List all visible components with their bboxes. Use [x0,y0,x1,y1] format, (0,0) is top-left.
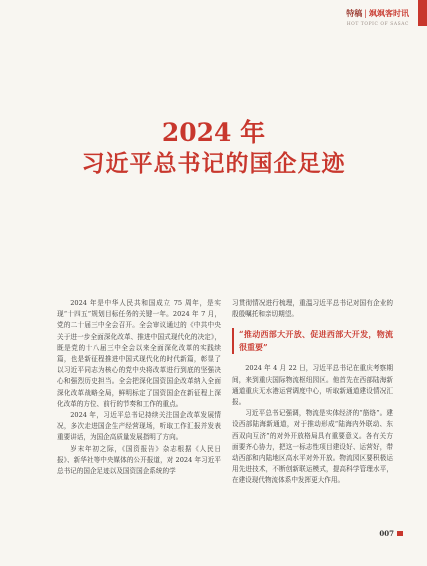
page-number-marker [397,531,403,536]
right-paragraph-1: 2024 年 4 月 22 日，习近平总书记在重庆考察期间，来到重庆国际物流枢纽园区。他首先在西部陆海新通道重庆无水港运营调度中心，听取新通道建设情况汇报。 [232,364,393,407]
right-paragraph-continued: 习贯彻情况进行梳理，重温习近平总书记对国有企业的殷殷嘱托和亲切期望。 [232,299,393,319]
title-year: 2024 年 [161,118,266,147]
left-paragraph-3: 岁末年初之际，《国资报告》杂志根据《人民日报》、新华社等中央媒体的公开报道，对 2024 年习近平总书记的国企足迹以及国资国企系统的学 [57,444,221,476]
page-number: 007 [379,529,394,538]
header-column: 飒飒客时讯 [369,8,409,18]
section-subheading: “推动西部大开放、促进西部大开发，物流很重要” [232,328,393,354]
left-paragraph-1: 2024 年是中华人民共和国成立 75 周年，是实现“十四五”规划目标任务的关键一年。2024 年 7 月，党的二十届三中全会召开。全会审议通过的《中共中央关于进一步全面深化改革、推进中国式现代化的决定》，既是党的十八届三中全会以来全面深化改革的实践续篇，也是新征程推进中国式现代化的时代新篇，彰显了以习近平同志为核心的党中央将改革进行到底的坚强决心和强烈历史担当。全会把深化国资国企改革纳入全面深化改革战略全局，鲜明标定了国资国企在新征程上深化改革的方位、前行的节奏和工作的重点。 [57,299,221,408]
page-title: 习近平总书记的国企足迹 [81,150,346,177]
left-column [57,298,221,477]
header-separator: | [364,9,367,18]
running-header [346,8,409,28]
left-paragraph-2: 2024 年，习近平总书记持续关注国企改革发展情况，多次走进国企生产经营现场，听取工作汇报并发表重要讲话，为国企高质量发展指明了方向。 [57,411,221,442]
right-column [232,298,393,487]
header-category: 特稿 [346,8,363,18]
corner-accent-bar [418,0,427,26]
header-english: HOT TOPIC OF SASAC [346,22,409,27]
header-section-title [346,8,409,19]
right-paragraph-2: 习近平总书记强调，物流是实体经济的“筋络”。建设西部陆海新通道，对于推动形成“陆海内外联动、东西双向互济”的对外开放格局具有重要意义。各有关方面要齐心协力，把这一标志性项目建设好、运营好，带动西部和内陆地区高水平对外开放。物流园区要积极运用先进技术，不断创新联运模式，提高科学管理水平，在建设现代物流体系中发挥更大作用。 [232,409,393,485]
